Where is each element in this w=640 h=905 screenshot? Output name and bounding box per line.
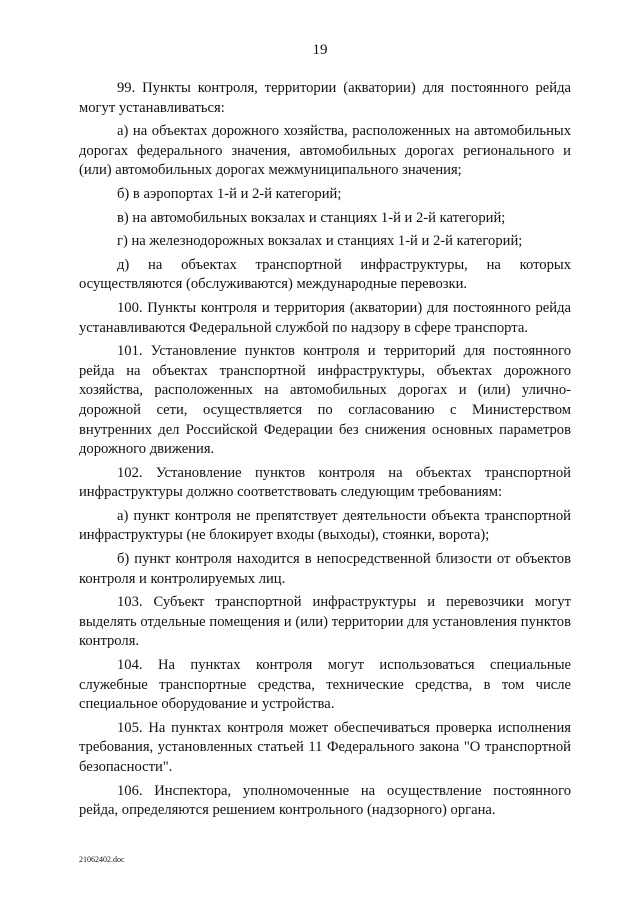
paragraph-106: 106. Инспектора, уполномоченные на осуществление постоянного рейда, определяются решением контрольного (надзорного) органа.	[79, 782, 571, 819]
paragraph-99: 99. Пункты контроля, территории (акватории) для постоянного рейда могут устанавливаться:	[79, 80, 571, 116]
paragraph-101: 101. Установление пунктов контроля и территорий для постоянного рейда на объектах транспортной инфраструктуры, объектах дорожного хозяйства, расположенных на автомобильных дорогах и (или) улично-дорожной сети, осуществляется по согласованию с Министерством внутренних дел Российской Федерации без снижения основных параметров дорожного движения.	[79, 343, 571, 458]
paragraph-99-d: д) на объектах транспортной инфраструктуры, на которых осуществляются (обслуживаются) международные перевозки.	[79, 256, 571, 293]
paragraph-105: 105. На пунктах контроля может обеспечиваться проверка исполнения требования, установленных статьей 11 Федерального закона "О транспортной безопасности".	[79, 719, 571, 775]
paragraph-99-a: а) на объектах дорожного хозяйства, расположенных на автомобильных дорогах федерального значения, автомобильных дорогах регионального и (или) автомобильных дорогах межмуниципального значения;	[79, 123, 571, 179]
paragraph-99-g: г) на железнодорожных вокзалах и станциях 1-й и 2-й категорий;	[117, 233, 523, 250]
paragraph-102-b: б) пункт контроля находится в непосредственной близости от объектов контроля и контролируемых лиц.	[79, 551, 571, 587]
footer-file-name: 21062402.doc	[79, 855, 125, 864]
paragraph-102: 102. Установление пунктов контроля на объектах транспортной инфраструктуры должно соответствовать следующим требованиям:	[79, 464, 571, 501]
paragraph-104: 104. На пунктах контроля могут использоваться специальные служебные транспортные средства, технические средства, в том числе специальное оборудование и устройства.	[79, 657, 571, 713]
document-body	[79, 79, 571, 825]
paragraph-102-a: а) пункт контроля не препятствует деятельности объекта транспортной инфраструктуры (не блокирует входы (выходы), стоянки, ворота);	[79, 507, 571, 544]
paragraph-100: 100. Пункты контроля и территория (акватории) для постоянного рейда устанавливаются Федеральной службой по надзору в сфере транспорта.	[79, 299, 571, 336]
paragraph-99-b: б) в аэропортах 1-й и 2-й категорий;	[117, 185, 342, 202]
paragraph-99-v: в) на автомобильных вокзалах и станциях 1-й и 2-й категорий;	[117, 209, 506, 226]
paragraph-103: 103. Субъект транспортной инфраструктуры и перевозчики могут выделять отдельные помещения и (или) территории для установления пунктов контроля.	[79, 594, 571, 650]
page-number: 19	[312, 42, 328, 58]
